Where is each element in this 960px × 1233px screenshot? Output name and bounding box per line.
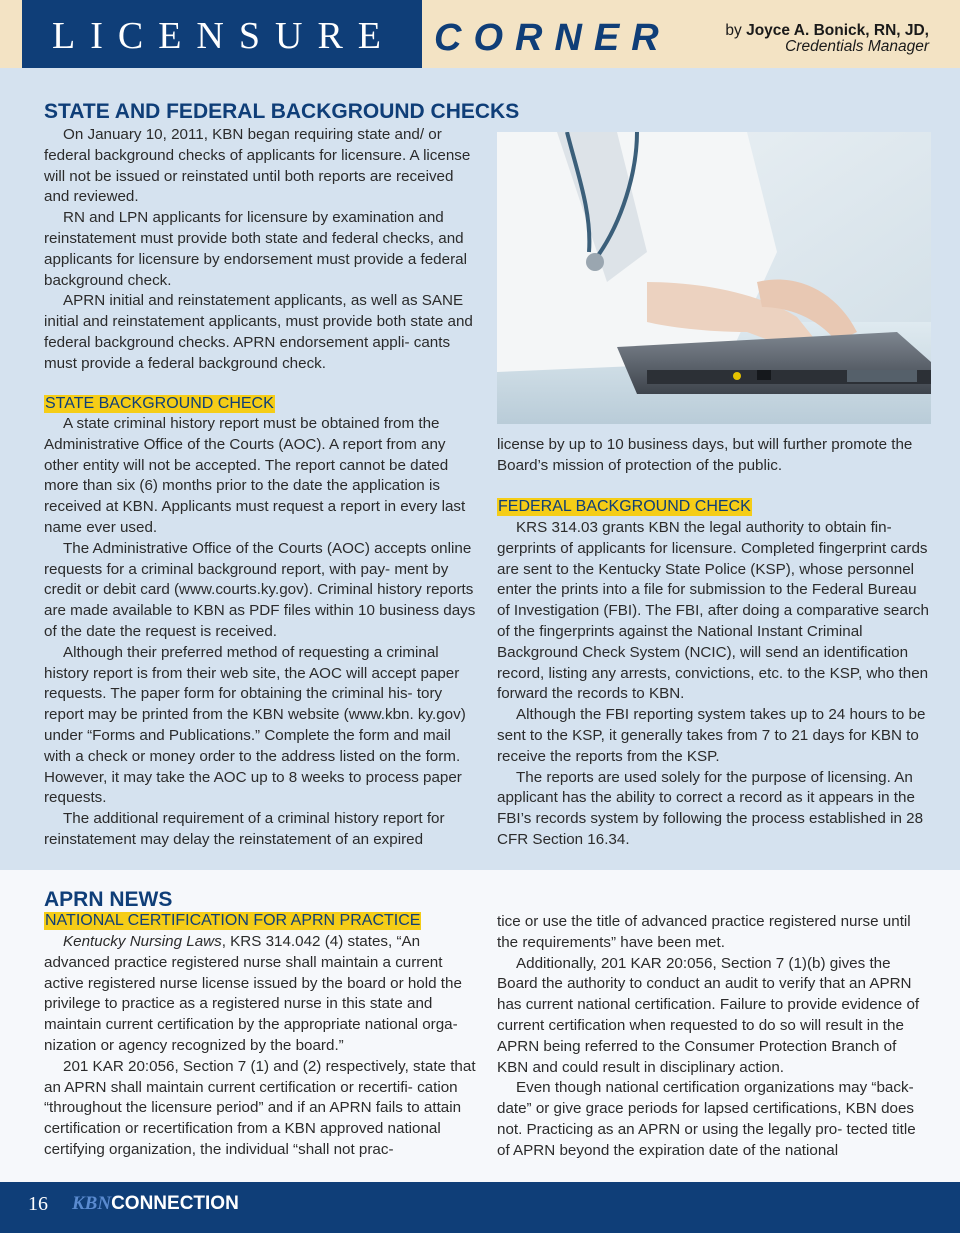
section-heading-background-checks: STATE AND FEDERAL BACKGROUND CHECKS [44,100,520,123]
paragraph: APRN initial and reinstatement applicants, as well as SANE initial and reinstatement applicants, must provide both state and federal background checks. APRN endorsement appli- cants must provide a federal background check. [44,292,473,372]
subheading-federal-check: FEDERAL BACKGROUND CHECK [498,498,751,515]
state-check-continued [497,435,931,477]
paragraph: A state criminal history report must be obtained from the Administrative Office of the Courts (AOC). A report from any other entity will not be accepted. The report cannot be dated more than six (6) months prior to the date the application is received at KBN. Applicants must request a report in every last name ever used. [44,415,466,536]
aprn-left-column [44,932,477,1161]
federal-check-column [497,518,931,851]
paragraph: On January 10, 2011, KBN began requiring state and/ or federal background checks of applicants for licensure. A license will not be issued or reinstated until both reports are received and reviewed. [44,126,471,206]
paragraph: The reports are used solely for the purpose of licensing. An applicant has the ability to correct a record as it appears in the FBI’s records system by following the process established in 28 CFR Section 16.34. [497,768,924,848]
paragraph: tice or use the title of advanced practice registered nurse until the requirements” have been met. [497,913,911,951]
subheading-state-check: STATE BACKGROUND CHECK [45,395,274,412]
kbn-connection-logo: KBNCONNECTION [72,1193,239,1214]
byline [725,23,929,55]
paragraph: The additional requirement of a criminal history report for reinstatement may delay the reinstatement of an expired [44,810,445,848]
law-quote: , KRS 314.042 (4) states, “An advanced practice registered nurse shall maintain a current active registered nurse license issued by the board or hold the privilege to practice as a registered nurse in this state and maintain current certification by the appropriate national orga- nization or agency recognized by the board.” [44,933,462,1054]
paragraph: Additionally, 201 KAR 20:056, Section 7 (1)(b) gives the Board the authority to conduct an audit to verify that an APRN has current national certification. Failure to provide evidence of current certification when requested to do so will result in the APRN being referred to the Consumer Protection Branch of KBN and could result in disciplinary action. [497,954,920,1076]
nurse-laptop-photo [497,132,931,424]
byline-prefix: by [725,22,742,39]
paragraph: KRS 314.03 grants KBN the legal authority to obtain fin- gerprints of applicants for licensure. Completed fingerprint cards are sent to the Kentucky State Police (KSP), whose personnel enter the prints into a file for submission to the Federal Bureau of Investigation (FBI). The FBI, after doing a comparative search of the fingerprints against the National Instant Criminal Background Check System (NCIC), will send an identification record, listing any arrests, convictions, etc. to the KSP, who then forward the records to KBN. [497,519,929,703]
paragraph: license by up to 10 business days, but will further promote the Board’s mission of protection of the public. [497,436,913,474]
section-heading-aprn-news: APRN NEWS [44,888,173,911]
law-title: Kentucky Nursing Laws [63,933,222,950]
author-name: Joyce A. Bonick, RN, JD, [746,22,929,39]
header-banner [0,0,960,68]
aprn-right-column [497,912,931,1162]
footer-bar [0,1182,960,1233]
page-number: 16 [28,1193,48,1215]
paragraph: Even though national certification organizations may “back- date” or give grace periods for lapsed certifications, KBN does not. Practicing as an APRN or using the legally pro- tected title of APRN beyond the expiration date of the national [497,1079,916,1159]
corner-title: CORNER [434,17,671,59]
subheading-national-certification: NATIONAL CERTIFICATION FOR APRN PRACTICE [45,912,421,929]
paragraph: 201 KAR 20:056, Section 7 (1) and (2) respectively, state that an APRN shall maintain current certification or recertifi- cation “throughout the licensure period” and if an APRN fails to attain certification or recertification from a KBN approved national certifying organization, the individual “shall not prac- [44,1057,476,1158]
state-check-column [44,414,477,851]
paragraph: Although the FBI reporting system takes up to 24 hours to be sent to the KSP, it generally takes from 7 to 21 days for KBN to receive the reports from the KSP. [497,706,926,765]
licensure-title: LICENSURE [52,15,396,57]
paragraph: The Administrative Office of the Courts (AOC) accepts online requests for a criminal background report, with pay- ment by credit or debit card (www.courts.ky.gov). Criminal history reports are made available to KBN as PDF files within 10 business days of the date the request is received. [44,539,476,640]
paragraph: RN and LPN applicants for licensure by examination and reinstatement must provide both state and federal checks, and applicants for licensure by endorsement must provide a federal background check. [44,209,467,289]
paragraph: Although their preferred method of requesting a criminal history report is from their web site, the AOC will accept paper requests. The paper form for obtaining the criminal his- tory report may be printed from the KBN website (www.kbn. ky.gov) under “Forms and Publications.” Complete the form and mail with a check or money order to the address listed on the form. However, it may take the AOC up to 8 weeks to process paper requests. [44,643,466,807]
author-role: Credentials Manager [785,38,929,55]
paragraph [44,932,477,1057]
licensure-title-box [22,0,422,68]
intro-column [44,125,477,375]
